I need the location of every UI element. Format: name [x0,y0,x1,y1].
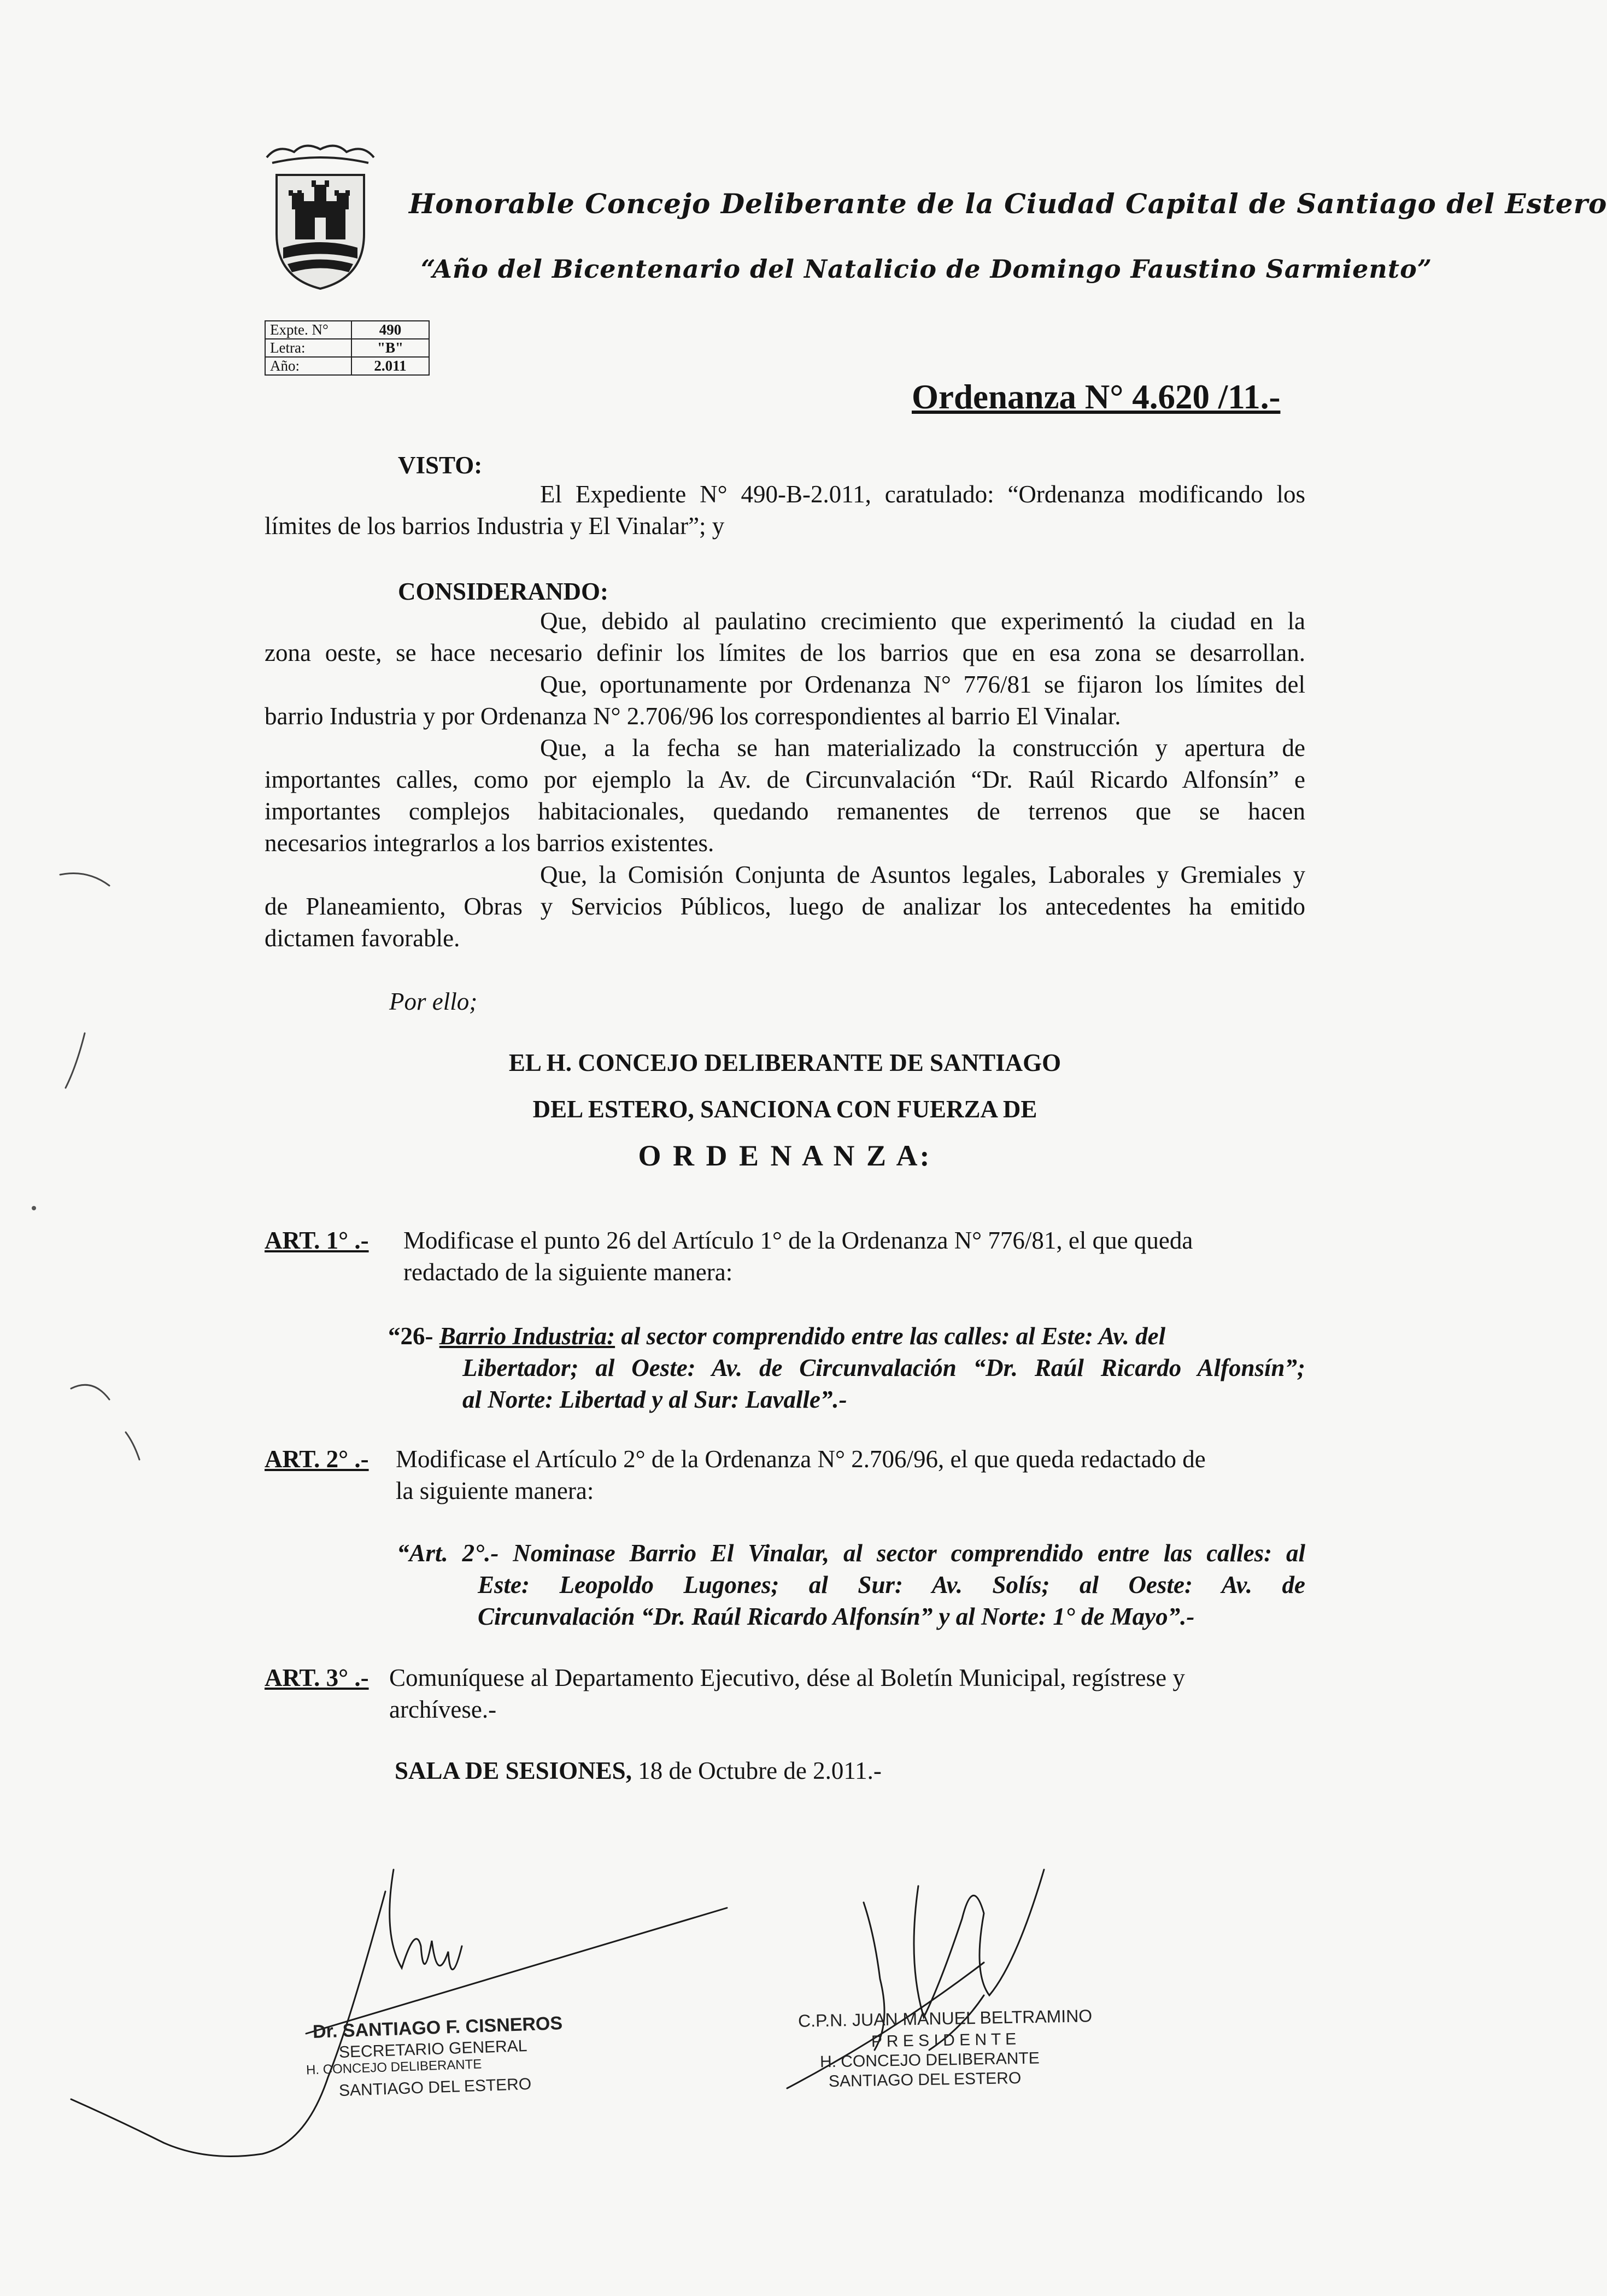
considerando-line: Que, oportunamente por Ordenanza N° 776/81 se fijaron los límites del [540,671,1305,698]
considerando-line: Que, debido al paulatino crecimiento que experimentó la ciudad en la [540,607,1305,635]
article-2-quote: Circunvalación “Dr. Raúl Ricardo Alfonsín” y al Norte: 1° de Mayo”.- [478,1603,1195,1630]
coat-of-arms-icon [261,141,379,292]
article-1-text: Modificase el punto 26 del Artículo 1° de la Ordenanza N° 776/81, el que queda [403,1227,1193,1254]
considerando-heading: CONSIDERANDO: [398,578,609,605]
considerando-line: barrio Industria y por Ordenanza N° 2.706/96 los correspondientes al barrio El Vinalar. [265,702,1121,730]
considerando-line: Que, la Comisión Conjunta de Asuntos legales, Laborales y Gremiales y [540,861,1305,888]
table-cell: Letra: [265,339,351,357]
considerando-line: importantes calles, como por ejemplo la Av. de Circunvalación “Dr. Raúl Ricardo Alfonsín” e [265,766,1305,793]
table-cell: 2.011 [351,357,429,375]
sanciona-line: EL H. CONCEJO DELIBERANTE DE SANTIAGO [508,1049,1061,1076]
table-cell: Año: [265,357,351,375]
ordinance-title: Ordenanza N° 4.620 /11.- [912,378,1281,416]
left-signatory-name: Dr. SANTIAGO F. CISNEROS [312,2013,563,2042]
council-header-title: Honorable Concejo Deliberante de la Ciudad Capital de Santiago del Estero [409,188,1607,220]
article-1-quote [388,1320,1305,1352]
article-2-quote: “Art. 2°.- Nominase Barrio El Vinalar, al sector comprendido entre las calles: al [397,1539,1305,1567]
considerando-line: de Planeamiento, Obras y Servicios Públicos, luego de analizar los antecedentes ha emitido [265,893,1305,920]
considerando-line: dictamen favorable. [265,924,460,952]
article-1-label: ART. 1° .- [265,1227,369,1254]
table-row [265,357,429,375]
article-2-label: ART. 2° .- [265,1445,369,1473]
visto-line: límites de los barrios Industria y El Vinalar”; y [265,512,725,540]
visto-heading: VISTO: [398,452,483,479]
right-signatory-name: C.P.N. JUAN MANUEL BELTRAMINO [797,2006,1093,2031]
visto-line: El Expediente N° 490-B-2.011, caratulado: “Ordenanza modificando los [540,481,1305,508]
por-ello: Por ello; [389,988,478,1015]
session-date-text: 18 de Octubre de 2.011.- [631,1757,882,1784]
left-signature-icon [0,1859,765,2165]
article-1-quote: Libertador; al Oeste: Av. de Circunvalación “Dr. Raúl Ricardo Alfonsín”; [462,1354,1305,1381]
margin-marks-icon [49,853,159,1509]
article-3-text: Comuníquese al Departamento Ejecutivo, dése al Boletín Municipal, regístrese y [389,1664,1185,1691]
considerando-line: Que, a la fecha se han materializado la construcción y apertura de [540,734,1305,762]
quote-text: al sector comprendido entre las calles: al Este: Av. del [615,1322,1166,1350]
left-signatory-role: SECRETARIO GENERAL [338,2036,527,2062]
right-signatory-role: P R E S I D E N T E [871,2030,1017,2051]
session-label: SALA DE SESIONES, [395,1757,632,1784]
considerando-line: importantes complejos habitacionales, quedando remanentes de terrenos que se hacen [265,798,1305,825]
table-cell: "B" [351,339,429,357]
left-signatory-city: SANTIAGO DEL ESTERO [338,2075,532,2100]
table-row [265,339,429,357]
article-2-text: Modificase el Artículo 2° de la Ordenanza N° 2.706/96, el que queda redactado de [396,1445,1206,1473]
considerando-line: zona oeste, se hace necesario definir los límites de los barrios que en esa zona se desarrollan. [265,639,1305,666]
session-date [395,1755,882,1787]
sanciona-line: DEL ESTERO, SANCIONA CON FUERZA DE [532,1096,1037,1123]
right-signatory-org: H. CONCEJO DELIBERANTE [819,2049,1040,2071]
table-cell: Expte. N° [265,321,351,339]
table-cell: 490 [351,321,429,339]
quote-prefix: “26- [388,1322,433,1350]
article-2-text: la siguiente manera: [396,1477,594,1504]
year-motto: “Año del Bicentenario del Natalicio de Domingo Faustino Sarmiento” [421,254,1433,284]
file-reference-table [265,320,430,376]
article-2-quote: Este: Leopoldo Lugones; al Sur: Av. Solís; al Oeste: Av. de [478,1571,1305,1598]
table-row [265,321,429,339]
quote-neighborhood: Barrio Industria: [439,1322,615,1350]
article-1-quote: al Norte: Libertad y al Sur: Lavalle”.- [462,1386,847,1413]
ordenanza-heading: O R D E N A N Z A: [638,1139,932,1172]
left-signatory-org: H. CONCEJO DELIBERANTE [306,2057,482,2078]
article-3-text: archívese.- [389,1696,497,1723]
right-signatory-city: SANTIAGO DEL ESTERO [828,2069,1022,2091]
considerando-line: necesarios integrarlos a los barrios existentes. [265,829,714,857]
article-1-text: redactado de la siguiente manera: [403,1258,733,1286]
article-3-label: ART. 3° .- [265,1664,369,1691]
